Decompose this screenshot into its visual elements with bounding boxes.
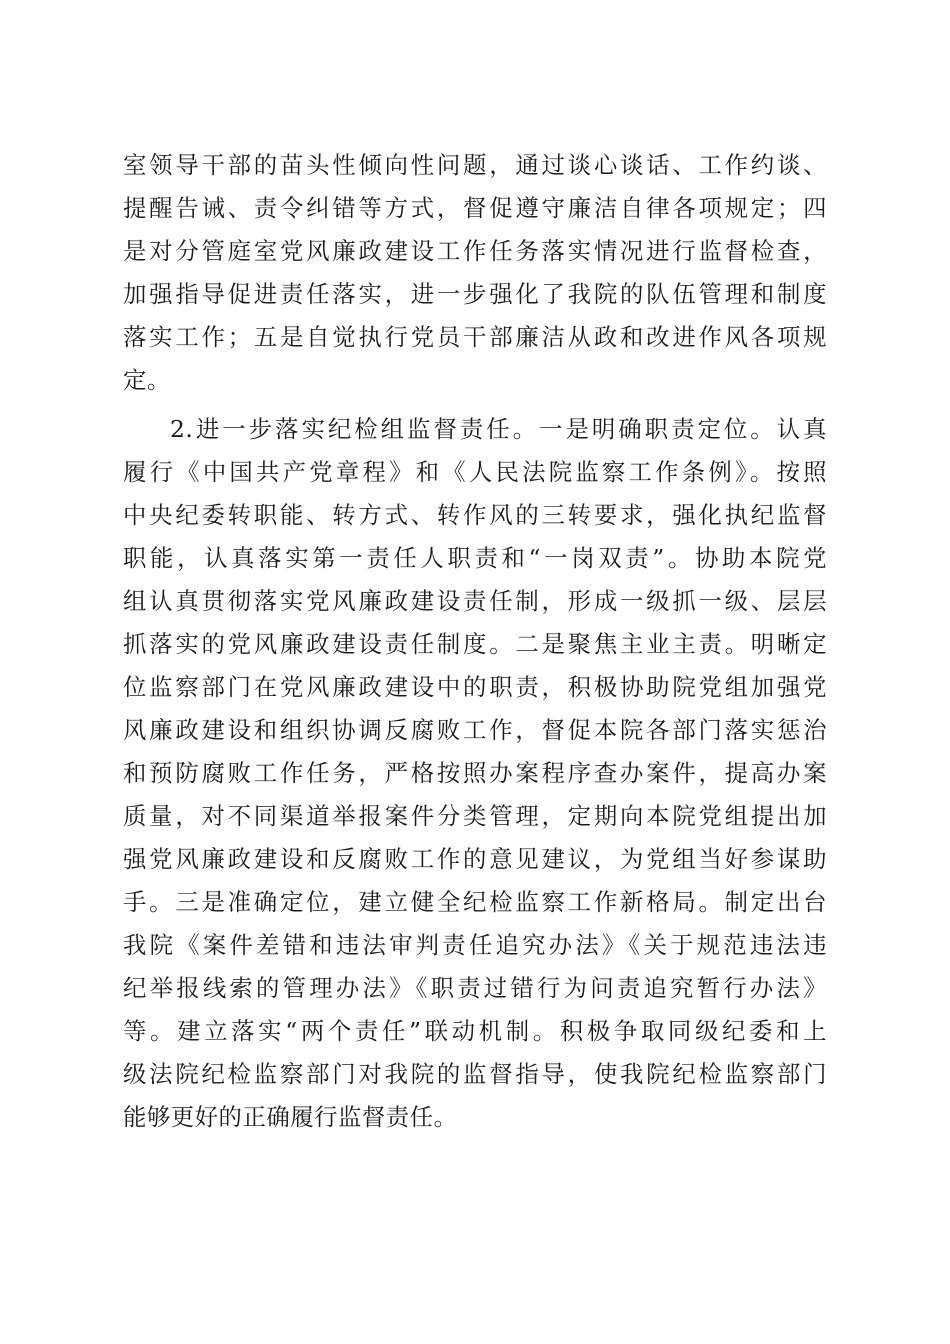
text-line: 等。建立落实“两个责任”联动机制。积极争取同级纪委和上 [123, 1017, 827, 1045]
text-line: 级法院纪检监察部门对我院的监督指导，使我院纪检监察部门 [123, 1060, 827, 1088]
text-line: 组认真贯彻落实党风廉政建设责任制，形成一级抓一级、层层 [123, 587, 827, 615]
text-line: 提醒告诫、责令纠错等方式，督促遵守廉洁自律各项规定；四 [123, 194, 827, 222]
text-line: 加强指导促进责任落实，进一步强化了我院的队伍管理和制度 [123, 280, 827, 308]
text-line: 强党风廉政建设和反腐败工作的意见建议，为党组当好参谋助 [123, 845, 827, 873]
text-line: 2.进一步落实纪检组监督责任。一是明确职责定位。认真 [170, 415, 827, 443]
text-line: 落实工作；五是自觉执行党员干部廉洁从政和改进作风各项规 [123, 323, 827, 351]
text-line: 质量，对不同渠道举报案件分类管理，定期向本院党组提出加 [123, 802, 827, 830]
text-line: 室领导干部的苗头性倾向性问题，通过谈心谈话、工作约谈、 [123, 151, 827, 179]
text-line: 是对分管庭室党风廉政建设工作任务落实情况进行监督检查， [123, 237, 827, 265]
text-line: 履行《中国共产党章程》和《人民法院监察工作条例》。按照 [123, 458, 827, 486]
text-line: 纪举报线索的管理办法》《职责过错行为问责追究暂行办法》 [123, 974, 827, 1002]
text-line: 定。 [123, 366, 171, 394]
text-line: 抓落实的党风廉政建设责任制度。二是聚焦主业主责。明晰定 [123, 630, 827, 658]
text-line: 风廉政建设和组织协调反腐败工作，督促本院各部门落实惩治 [123, 716, 827, 744]
text-line: 位监察部门在党风廉政建设中的职责，积极协助院党组加强党 [123, 673, 827, 701]
text-line: 中央纪委转职能、转方式、转作风的三转要求，强化执纪监督 [123, 501, 827, 529]
text-line: 我院《案件差错和违法审判责任追究办法》《关于规范违法违 [123, 931, 827, 959]
text-line: 手。三是准确定位，建立健全纪检监察工作新格局。制定出台 [123, 888, 827, 916]
text-line: 能够更好的正确履行监督责任。 [123, 1103, 458, 1131]
text-line: 职能，认真落实第一责任人职责和“一岗双责”。协助本院党 [123, 544, 827, 572]
text-line: 和预防腐败工作任务，严格按照办案程序查办案件，提高办案 [123, 759, 827, 787]
